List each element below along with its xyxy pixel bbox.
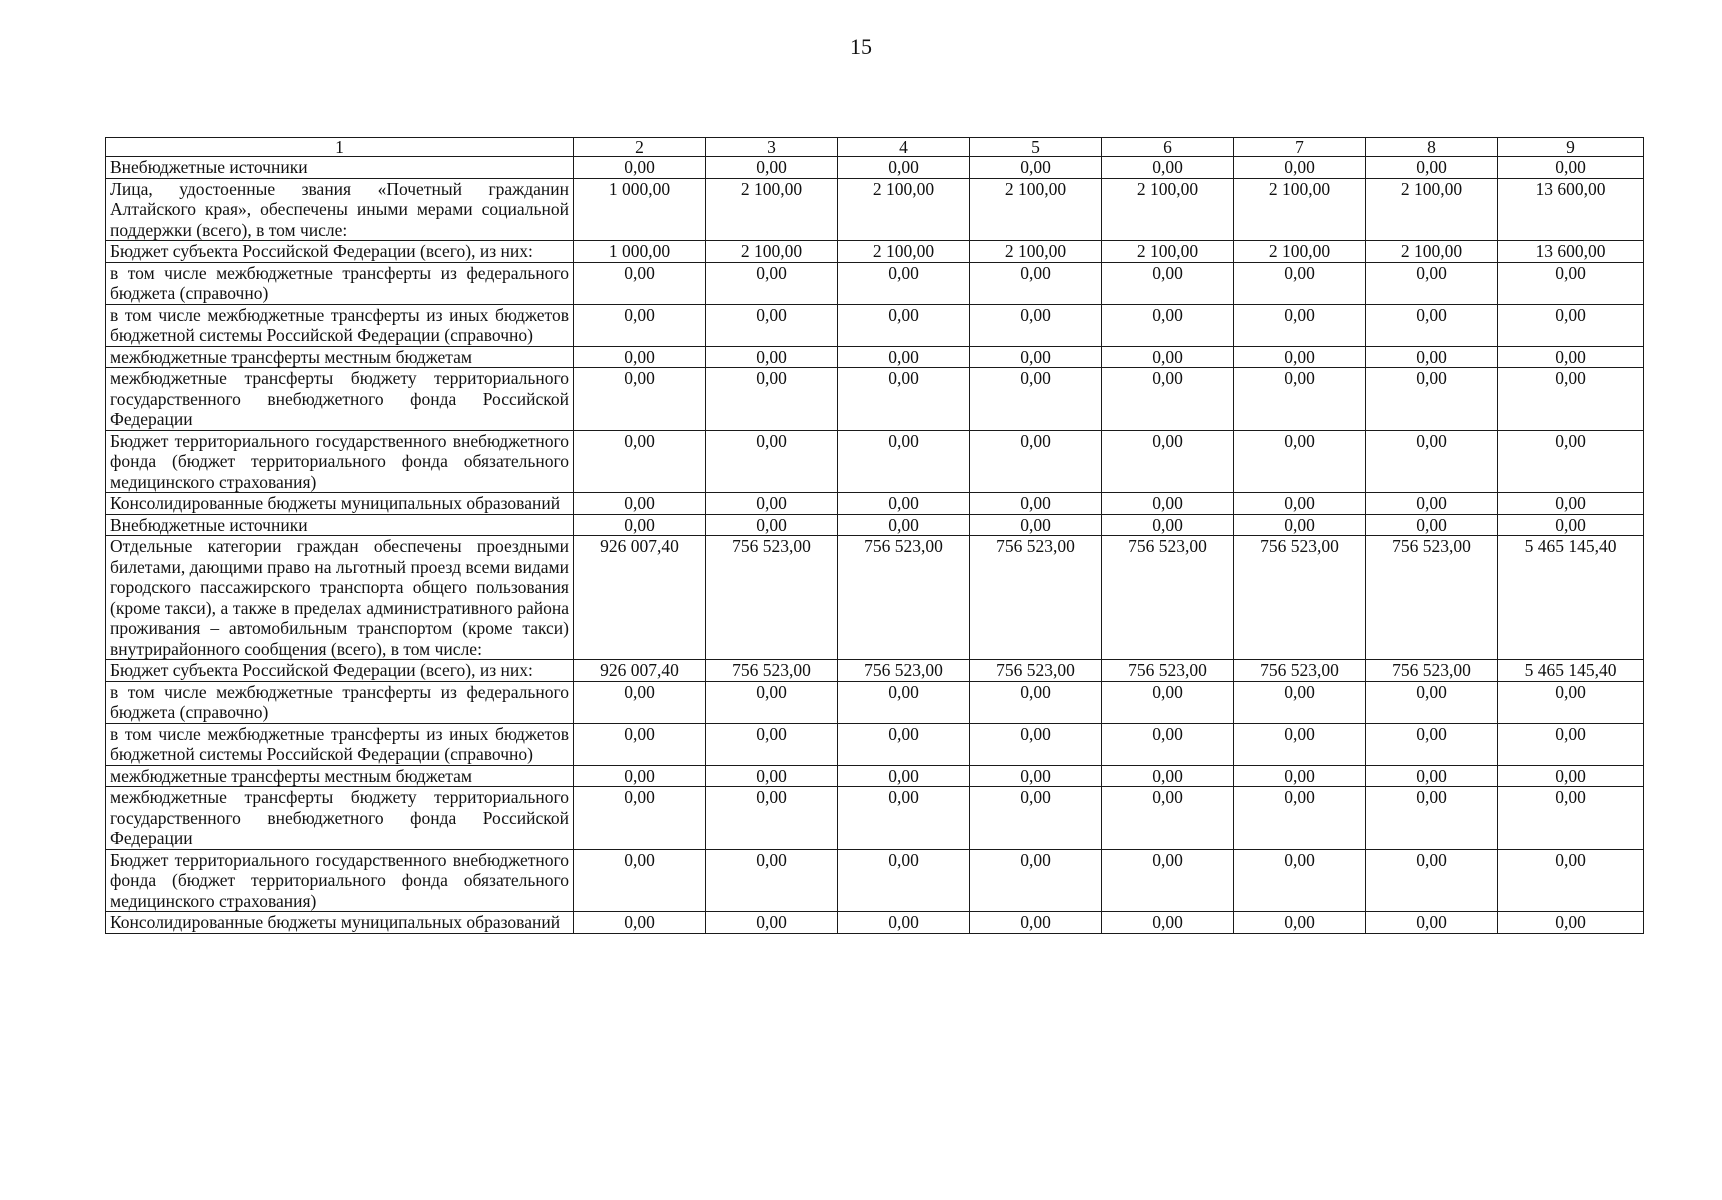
value-cell: 0,00 [970,765,1102,787]
value-cell: 0,00 [838,787,970,850]
value-cell: 2 100,00 [1102,178,1234,241]
value-cell: 0,00 [574,368,706,431]
value-cell: 2 100,00 [1234,178,1366,241]
page-number: 15 [850,34,872,59]
table-row [106,178,1644,241]
row-label: межбюджетные трансферты местным бюджетам [106,346,574,368]
value-cell: 0,00 [970,723,1102,765]
table-row [106,493,1644,515]
value-cell: 0,00 [574,346,706,368]
value-cell: 2 100,00 [970,241,1102,263]
row-label: Консолидированные бюджеты муниципальных образований [106,493,574,515]
column-header: 8 [1366,138,1498,157]
table-row [106,304,1644,346]
value-cell: 0,00 [1498,304,1644,346]
row-label: в том числе межбюджетные трансферты из федерального бюджета (справочно) [106,681,574,723]
table-row [106,514,1644,536]
value-cell: 0,00 [1234,368,1366,431]
table-row [106,157,1644,179]
value-cell: 0,00 [838,430,970,493]
value-cell: 0,00 [1102,430,1234,493]
value-cell: 0,00 [1234,765,1366,787]
value-cell: 0,00 [574,304,706,346]
value-cell: 0,00 [1234,681,1366,723]
value-cell: 0,00 [1366,368,1498,431]
value-cell: 0,00 [574,493,706,515]
value-cell: 756 523,00 [1366,660,1498,682]
value-cell: 0,00 [1102,262,1234,304]
value-cell: 0,00 [970,787,1102,850]
value-cell: 0,00 [970,430,1102,493]
row-label: Бюджет территориального государственного внебюджетного фонда (бюджет территориального фонда обязательного медицинского страхования) [106,849,574,912]
row-label: Внебюджетные источники [106,157,574,179]
value-cell: 0,00 [1234,493,1366,515]
value-cell: 756 523,00 [970,536,1102,660]
value-cell: 0,00 [1498,346,1644,368]
column-header: 2 [574,138,706,157]
value-cell: 0,00 [1102,346,1234,368]
value-cell: 0,00 [1102,157,1234,179]
row-label: в том числе межбюджетные трансферты из федерального бюджета (справочно) [106,262,574,304]
value-cell: 0,00 [706,430,838,493]
value-cell: 926 007,40 [574,660,706,682]
value-cell: 0,00 [706,912,838,934]
value-cell: 0,00 [706,723,838,765]
table-row [106,262,1644,304]
value-cell: 0,00 [574,681,706,723]
column-header: 1 [106,138,574,157]
row-label: Лица, удостоенные звания «Почетный гражданин Алтайского края», обеспечены иными мерами социальной поддержки (всего), в том числе: [106,178,574,241]
row-label: Бюджет субъекта Российской Федерации (всего), из них: [106,241,574,263]
table-row [106,241,1644,263]
value-cell: 0,00 [838,912,970,934]
value-cell: 2 100,00 [706,241,838,263]
value-cell: 0,00 [1366,262,1498,304]
value-cell: 0,00 [1498,430,1644,493]
value-cell: 0,00 [1234,787,1366,850]
value-cell: 0,00 [970,493,1102,515]
row-label: межбюджетные трансферты бюджету территориального государственного внебюджетного фонда Российской Федерации [106,368,574,431]
value-cell: 756 523,00 [1102,536,1234,660]
value-cell: 0,00 [1366,430,1498,493]
table-row [106,536,1644,660]
value-cell: 5 465 145,40 [1498,660,1644,682]
row-label: Бюджет субъекта Российской Федерации (всего), из них: [106,660,574,682]
value-cell: 0,00 [970,157,1102,179]
column-header: 4 [838,138,970,157]
value-cell: 756 523,00 [706,536,838,660]
value-cell: 0,00 [706,157,838,179]
value-cell: 0,00 [706,849,838,912]
value-cell: 0,00 [1498,681,1644,723]
value-cell: 0,00 [838,262,970,304]
value-cell: 0,00 [970,912,1102,934]
value-cell: 0,00 [1366,493,1498,515]
value-cell: 756 523,00 [838,536,970,660]
value-cell: 0,00 [1498,157,1644,179]
value-cell: 0,00 [1102,912,1234,934]
value-cell: 0,00 [706,346,838,368]
column-header: 6 [1102,138,1234,157]
value-cell: 2 100,00 [1102,241,1234,263]
value-cell: 0,00 [706,765,838,787]
value-cell: 2 100,00 [1234,241,1366,263]
column-header: 3 [706,138,838,157]
value-cell: 0,00 [1366,681,1498,723]
value-cell: 2 100,00 [1366,241,1498,263]
value-cell: 2 100,00 [706,178,838,241]
table-row [106,765,1644,787]
value-cell: 0,00 [838,765,970,787]
value-cell: 0,00 [1366,346,1498,368]
value-cell: 0,00 [1234,346,1366,368]
value-cell: 0,00 [1234,262,1366,304]
table-row [106,430,1644,493]
table-row [106,849,1644,912]
value-cell: 0,00 [1498,723,1644,765]
value-cell: 0,00 [1234,514,1366,536]
value-cell: 0,00 [1498,787,1644,850]
table-row [106,660,1644,682]
value-cell: 756 523,00 [1102,660,1234,682]
value-cell: 0,00 [574,912,706,934]
column-header: 5 [970,138,1102,157]
row-label: Внебюджетные источники [106,514,574,536]
value-cell: 13 600,00 [1498,178,1644,241]
table-row [106,787,1644,850]
value-cell: 0,00 [1366,157,1498,179]
value-cell: 0,00 [1102,368,1234,431]
table-row [106,723,1644,765]
value-cell: 0,00 [1498,262,1644,304]
value-cell: 0,00 [1366,912,1498,934]
value-cell: 0,00 [1102,849,1234,912]
value-cell: 0,00 [1366,787,1498,850]
value-cell: 0,00 [1234,304,1366,346]
row-label: межбюджетные трансферты бюджету территориального государственного внебюджетного фонда Российской Федерации [106,787,574,850]
value-cell: 0,00 [1366,514,1498,536]
budget-table [105,137,1644,934]
value-cell: 2 100,00 [1366,178,1498,241]
value-cell: 0,00 [838,723,970,765]
value-cell: 2 100,00 [838,178,970,241]
value-cell: 1 000,00 [574,241,706,263]
value-cell: 0,00 [1102,723,1234,765]
value-cell: 2 100,00 [838,241,970,263]
value-cell: 0,00 [970,514,1102,536]
value-cell: 0,00 [1102,681,1234,723]
value-cell: 13 600,00 [1498,241,1644,263]
value-cell: 0,00 [706,681,838,723]
value-cell: 0,00 [1498,514,1644,536]
value-cell: 0,00 [574,787,706,850]
value-cell: 1 000,00 [574,178,706,241]
value-cell: 5 465 145,40 [1498,536,1644,660]
value-cell: 756 523,00 [1234,660,1366,682]
value-cell: 0,00 [1234,912,1366,934]
value-cell: 0,00 [1234,430,1366,493]
value-cell: 0,00 [574,765,706,787]
column-header: 7 [1234,138,1366,157]
value-cell: 0,00 [1102,787,1234,850]
value-cell: 756 523,00 [1366,536,1498,660]
value-cell: 0,00 [970,304,1102,346]
value-cell: 0,00 [1498,493,1644,515]
value-cell: 0,00 [970,262,1102,304]
value-cell: 0,00 [838,514,970,536]
value-cell: 0,00 [706,262,838,304]
table-row [106,368,1644,431]
column-header: 9 [1498,138,1644,157]
value-cell: 0,00 [838,157,970,179]
value-cell: 0,00 [1366,304,1498,346]
value-cell: 0,00 [838,849,970,912]
row-label: в том числе межбюджетные трансферты из иных бюджетов бюджетной системы Российской Федерации (справочно) [106,304,574,346]
value-cell: 0,00 [838,368,970,431]
value-cell: 0,00 [1498,368,1644,431]
value-cell: 0,00 [838,304,970,346]
value-cell: 0,00 [970,346,1102,368]
value-cell: 756 523,00 [706,660,838,682]
value-cell: 0,00 [838,681,970,723]
table-row [106,346,1644,368]
value-cell: 0,00 [838,346,970,368]
value-cell: 0,00 [970,849,1102,912]
value-cell: 0,00 [706,493,838,515]
row-label: межбюджетные трансферты местным бюджетам [106,765,574,787]
value-cell: 2 100,00 [970,178,1102,241]
value-cell: 0,00 [1102,304,1234,346]
value-cell: 0,00 [1234,849,1366,912]
value-cell: 0,00 [1102,514,1234,536]
value-cell: 926 007,40 [574,536,706,660]
value-cell: 0,00 [706,304,838,346]
row-label: Отдельные категории граждан обеспечены проездными билетами, дающими право на льготный проезд всеми видами городского пассажирского транспорта общего пользования (кроме такси), а также в пределах административного района проживания – автомобильным транспортом (кроме такси) внутрирайонного сообщения (всего), в том числе: [106,536,574,660]
value-cell: 0,00 [706,787,838,850]
value-cell: 756 523,00 [970,660,1102,682]
value-cell: 0,00 [574,514,706,536]
value-cell: 0,00 [1234,157,1366,179]
value-cell: 0,00 [1498,912,1644,934]
value-cell: 0,00 [1498,765,1644,787]
row-label: Бюджет территориального государственного внебюджетного фонда (бюджет территориального фонда обязательного медицинского страхования) [106,430,574,493]
value-cell: 0,00 [970,681,1102,723]
table-row [106,681,1644,723]
header-row [106,138,1644,157]
value-cell: 0,00 [1366,765,1498,787]
value-cell: 0,00 [574,430,706,493]
value-cell: 0,00 [574,849,706,912]
value-cell: 0,00 [574,262,706,304]
value-cell: 0,00 [838,493,970,515]
value-cell: 756 523,00 [838,660,970,682]
row-label: Консолидированные бюджеты муниципальных образований [106,912,574,934]
table-row [106,912,1644,934]
value-cell: 756 523,00 [1234,536,1366,660]
value-cell: 0,00 [970,368,1102,431]
value-cell: 0,00 [1366,723,1498,765]
value-cell: 0,00 [574,157,706,179]
value-cell: 0,00 [1234,723,1366,765]
value-cell: 0,00 [574,723,706,765]
value-cell: 0,00 [1498,849,1644,912]
value-cell: 0,00 [706,368,838,431]
value-cell: 0,00 [1102,765,1234,787]
value-cell: 0,00 [1102,493,1234,515]
value-cell: 0,00 [706,514,838,536]
value-cell: 0,00 [1366,849,1498,912]
row-label: в том числе межбюджетные трансферты из иных бюджетов бюджетной системы Российской Федерации (справочно) [106,723,574,765]
